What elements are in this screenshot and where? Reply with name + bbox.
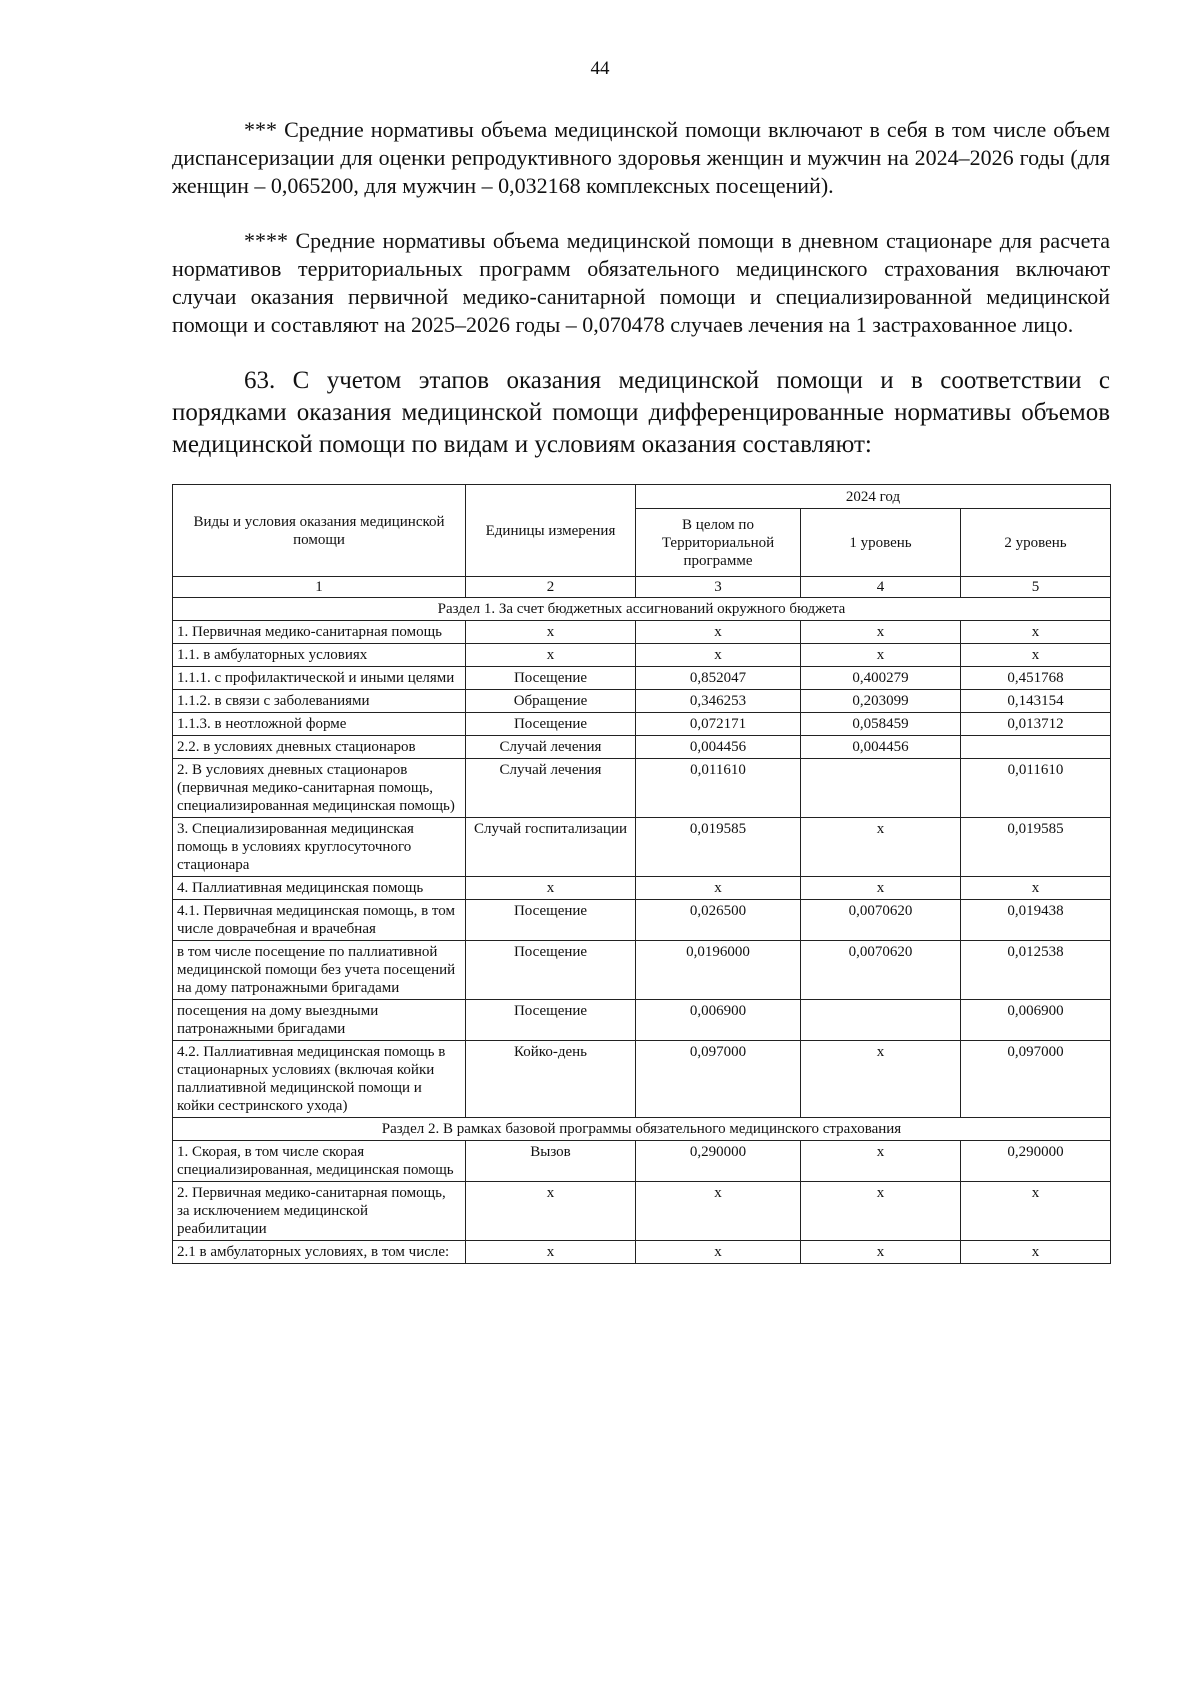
- table-row: [173, 1182, 1111, 1241]
- row-level-2: 0,011610: [961, 759, 1111, 818]
- row-level-1: х: [801, 621, 961, 644]
- footnote-4: [172, 227, 1110, 339]
- footnote-3-text: *** Средние нормативы объема медицинской помощи включают в себя в том числе объем диспансеризации для оценки репродуктивного здоровья женщин и мужчин на 2024–2026 годы (для женщин – 0,065200, для мужчин – 0,032168 комплексных посещений).: [172, 117, 1110, 198]
- row-level-2: 0,019438: [961, 900, 1111, 941]
- row-name: 3. Специализированная медицинская помощь в условиях круглосуточного стационара: [173, 818, 466, 877]
- row-name: 1.1.2. в связи с заболеваниями: [173, 690, 466, 713]
- header-kinds: Виды и условия оказания медицинской помощи: [173, 485, 466, 577]
- row-unit: Вызов: [466, 1141, 636, 1182]
- paragraph-63: [172, 365, 1110, 461]
- row-total: х: [636, 1182, 801, 1241]
- row-level-2: 0,143154: [961, 690, 1111, 713]
- row-total: х: [636, 1241, 801, 1264]
- column-number: 1: [173, 577, 466, 598]
- header-level-1: 1 уровень: [801, 509, 961, 577]
- section-2-title: Раздел 2. В рамках базовой программы обязательного медицинского страхования: [173, 1118, 1111, 1141]
- row-level-2: х: [961, 1182, 1111, 1241]
- row-level-1: х: [801, 644, 961, 667]
- row-name: 1.1.1. с профилактической и иными целями: [173, 667, 466, 690]
- section-row: [173, 598, 1111, 621]
- table-row: [173, 818, 1111, 877]
- row-unit: х: [466, 621, 636, 644]
- row-name: 4.1. Первичная медицинская помощь, в том числе доврачебная и врачебная: [173, 900, 466, 941]
- row-level-1: х: [801, 1241, 961, 1264]
- row-level-2: 0,290000: [961, 1141, 1111, 1182]
- table-row: [173, 644, 1111, 667]
- table-row: [173, 667, 1111, 690]
- footnote-4-text: **** Средние нормативы объема медицинской помощи в дневном стационаре для расчета нормативов территориальных программ обязательного медицинского страхования включают случаи оказания первичной медико-санитарной помощи и специализированной медицинской помощи и составляют на 2025–2026 годы – 0,070478 случаев лечения на 1 застрахованное лицо.: [172, 228, 1110, 337]
- row-level-2: х: [961, 644, 1111, 667]
- row-level-2: х: [961, 877, 1111, 900]
- row-total: 0,346253: [636, 690, 801, 713]
- row-name: 1.1.3. в неотложной форме: [173, 713, 466, 736]
- row-level-1: [801, 1000, 961, 1041]
- table-row: [173, 1241, 1111, 1264]
- row-name: 2. Первичная медико-санитарная помощь, за исключением медицинской реабилитации: [173, 1182, 466, 1241]
- page-number: 44: [590, 58, 610, 79]
- row-level-2: 0,006900: [961, 1000, 1111, 1041]
- row-total: 0,072171: [636, 713, 801, 736]
- row-name: 1.1. в амбулаторных условиях: [173, 644, 466, 667]
- row-level-1: х: [801, 1041, 961, 1118]
- header-level-2: 2 уровень: [961, 509, 1111, 577]
- row-total: 0,004456: [636, 736, 801, 759]
- row-level-1: х: [801, 818, 961, 877]
- row-total: 0,026500: [636, 900, 801, 941]
- row-level-2: 0,097000: [961, 1041, 1111, 1118]
- row-unit: Случай лечения: [466, 736, 636, 759]
- column-number: 2: [466, 577, 636, 598]
- table-row: [173, 900, 1111, 941]
- column-number: 3: [636, 577, 801, 598]
- table-row: [173, 736, 1111, 759]
- row-level-2: 0,013712: [961, 713, 1111, 736]
- row-level-1: 0,004456: [801, 736, 961, 759]
- row-unit: х: [466, 877, 636, 900]
- table-row: [173, 941, 1111, 1000]
- table-row: [173, 1000, 1111, 1041]
- row-unit: Койко-день: [466, 1041, 636, 1118]
- row-unit: х: [466, 644, 636, 667]
- row-level-2: х: [961, 621, 1111, 644]
- section-row: [173, 1118, 1111, 1141]
- row-unit: Посещение: [466, 941, 636, 1000]
- row-total: 0,097000: [636, 1041, 801, 1118]
- row-total: 0,006900: [636, 1000, 801, 1041]
- row-level-1: х: [801, 1141, 961, 1182]
- row-total: 0,290000: [636, 1141, 801, 1182]
- footnote-3: [172, 116, 1110, 200]
- table-row: [173, 759, 1111, 818]
- row-unit: х: [466, 1182, 636, 1241]
- row-level-2: 0,012538: [961, 941, 1111, 1000]
- section-1-title: Раздел 1. За счет бюджетных ассигнований окружного бюджета: [173, 598, 1111, 621]
- row-level-1: [801, 759, 961, 818]
- column-numbers-row: [173, 577, 1111, 598]
- row-level-2: х: [961, 1241, 1111, 1264]
- row-level-2: 0,019585: [961, 818, 1111, 877]
- header-year: 2024 год: [636, 485, 1111, 509]
- row-level-1: 0,400279: [801, 667, 961, 690]
- row-name: в том числе посещение по паллиативной медицинской помощи без учета посещений на дому патронажными бригадами: [173, 941, 466, 1000]
- row-name: 1. Скорая, в том числе скорая специализированная, медицинская помощь: [173, 1141, 466, 1182]
- row-level-1: 0,058459: [801, 713, 961, 736]
- table-row: [173, 713, 1111, 736]
- row-level-2: [961, 736, 1111, 759]
- row-total: х: [636, 644, 801, 667]
- row-total: 0,011610: [636, 759, 801, 818]
- row-unit: х: [466, 1241, 636, 1264]
- paragraph-63-text: 63. С учетом этапов оказания медицинской помощи и в соответствии с порядками оказания медицинской помощи дифференцированные нормативы объемов медицинской помощи по видам и условиям оказания составляют:: [172, 367, 1110, 458]
- norms-table: [172, 484, 1111, 1264]
- row-level-1: 0,0070620: [801, 900, 961, 941]
- column-number: 4: [801, 577, 961, 598]
- row-level-2: 0,451768: [961, 667, 1111, 690]
- row-total: 0,019585: [636, 818, 801, 877]
- table-row: [173, 621, 1111, 644]
- row-unit: Посещение: [466, 900, 636, 941]
- row-name: 4. Паллиативная медицинская помощь: [173, 877, 466, 900]
- row-unit: Посещение: [466, 1000, 636, 1041]
- row-level-1: 0,203099: [801, 690, 961, 713]
- row-total: х: [636, 621, 801, 644]
- header-units: Единицы измерения: [466, 485, 636, 577]
- table-row: [173, 1141, 1111, 1182]
- row-name: 4.2. Паллиативная медицинская помощь в стационарных условиях (включая койки паллиативной медицинской помощи и койки сестринского ухода): [173, 1041, 466, 1118]
- table-row: [173, 1041, 1111, 1118]
- table-row: [173, 877, 1111, 900]
- row-level-1: х: [801, 1182, 961, 1241]
- row-total: 0,0196000: [636, 941, 801, 1000]
- row-unit: Посещение: [466, 713, 636, 736]
- row-unit: Случай лечения: [466, 759, 636, 818]
- column-number: 5: [961, 577, 1111, 598]
- row-name: 2. В условиях дневных стационаров (первичная медико-санитарная помощь, специализированная медицинская помощь): [173, 759, 466, 818]
- row-level-1: х: [801, 877, 961, 900]
- row-level-1: 0,0070620: [801, 941, 961, 1000]
- row-name: 2.1 в амбулаторных условиях, в том числе:: [173, 1241, 466, 1264]
- row-name: 1. Первичная медико-санитарная помощь: [173, 621, 466, 644]
- header-total: В целом по Территориальной программе: [636, 509, 801, 577]
- row-name: 2.2. в условиях дневных стационаров: [173, 736, 466, 759]
- row-total: 0,852047: [636, 667, 801, 690]
- row-name: посещения на дому выездными патронажными бригадами: [173, 1000, 466, 1041]
- row-unit: Посещение: [466, 667, 636, 690]
- table-row: [173, 690, 1111, 713]
- row-unit: Случай госпитализации: [466, 818, 636, 877]
- row-unit: Обращение: [466, 690, 636, 713]
- row-total: х: [636, 877, 801, 900]
